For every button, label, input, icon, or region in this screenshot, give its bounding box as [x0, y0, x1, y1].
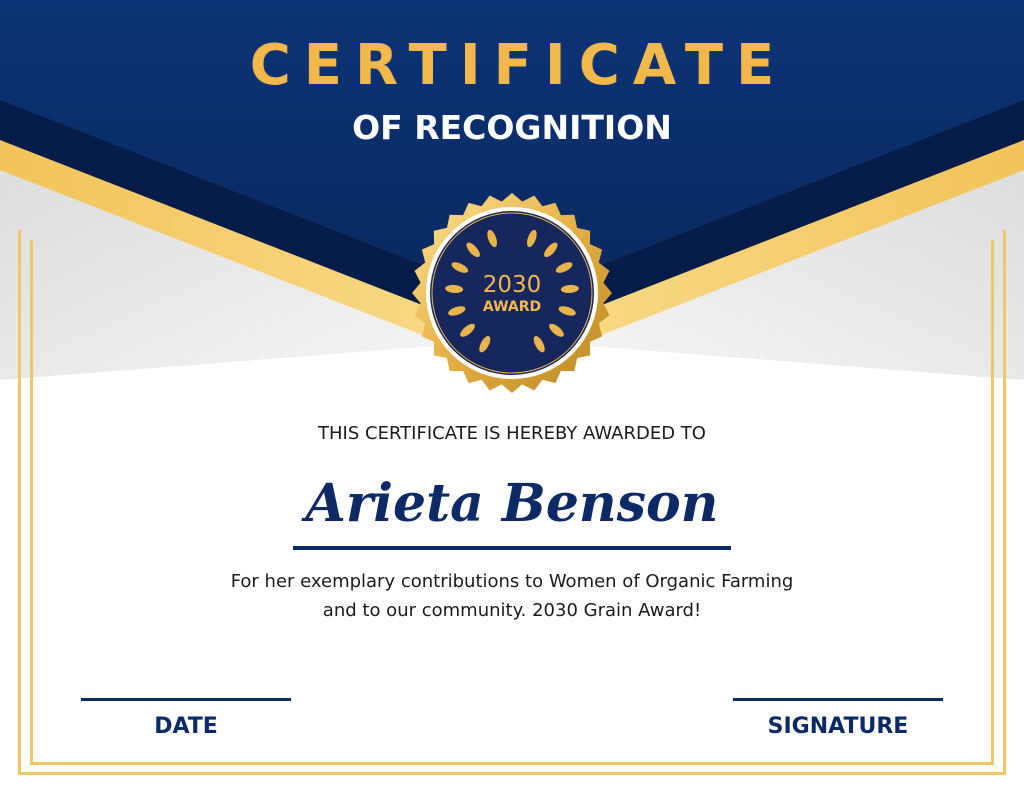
seal-year: 2030 — [482, 272, 542, 298]
awarded-to-text: THIS CERTIFICATE IS HEREBY AWARDED TO — [318, 423, 706, 444]
certificate-title: CERTIFICATE — [249, 33, 788, 98]
description-line-1: For her exemplary contributions to Women of Organic Farming — [230, 571, 794, 592]
recipient-name: Arieta Benson — [305, 473, 719, 534]
seal-award-label: AWARD — [482, 299, 542, 315]
description-line-2: and to our community. 2030 Grain Award! — [322, 600, 702, 621]
signature-label: SIGNATURE — [767, 714, 909, 739]
date-line — [81, 698, 291, 701]
signature-line — [733, 698, 943, 701]
award-description — [0, 567, 1024, 625]
frame-bottom-inner — [30, 762, 994, 765]
recipient-underline — [293, 546, 731, 550]
date-label: DATE — [154, 714, 218, 739]
frame-bottom-outer — [18, 772, 1006, 775]
certificate-subtitle: OF RECOGNITION — [352, 108, 672, 147]
